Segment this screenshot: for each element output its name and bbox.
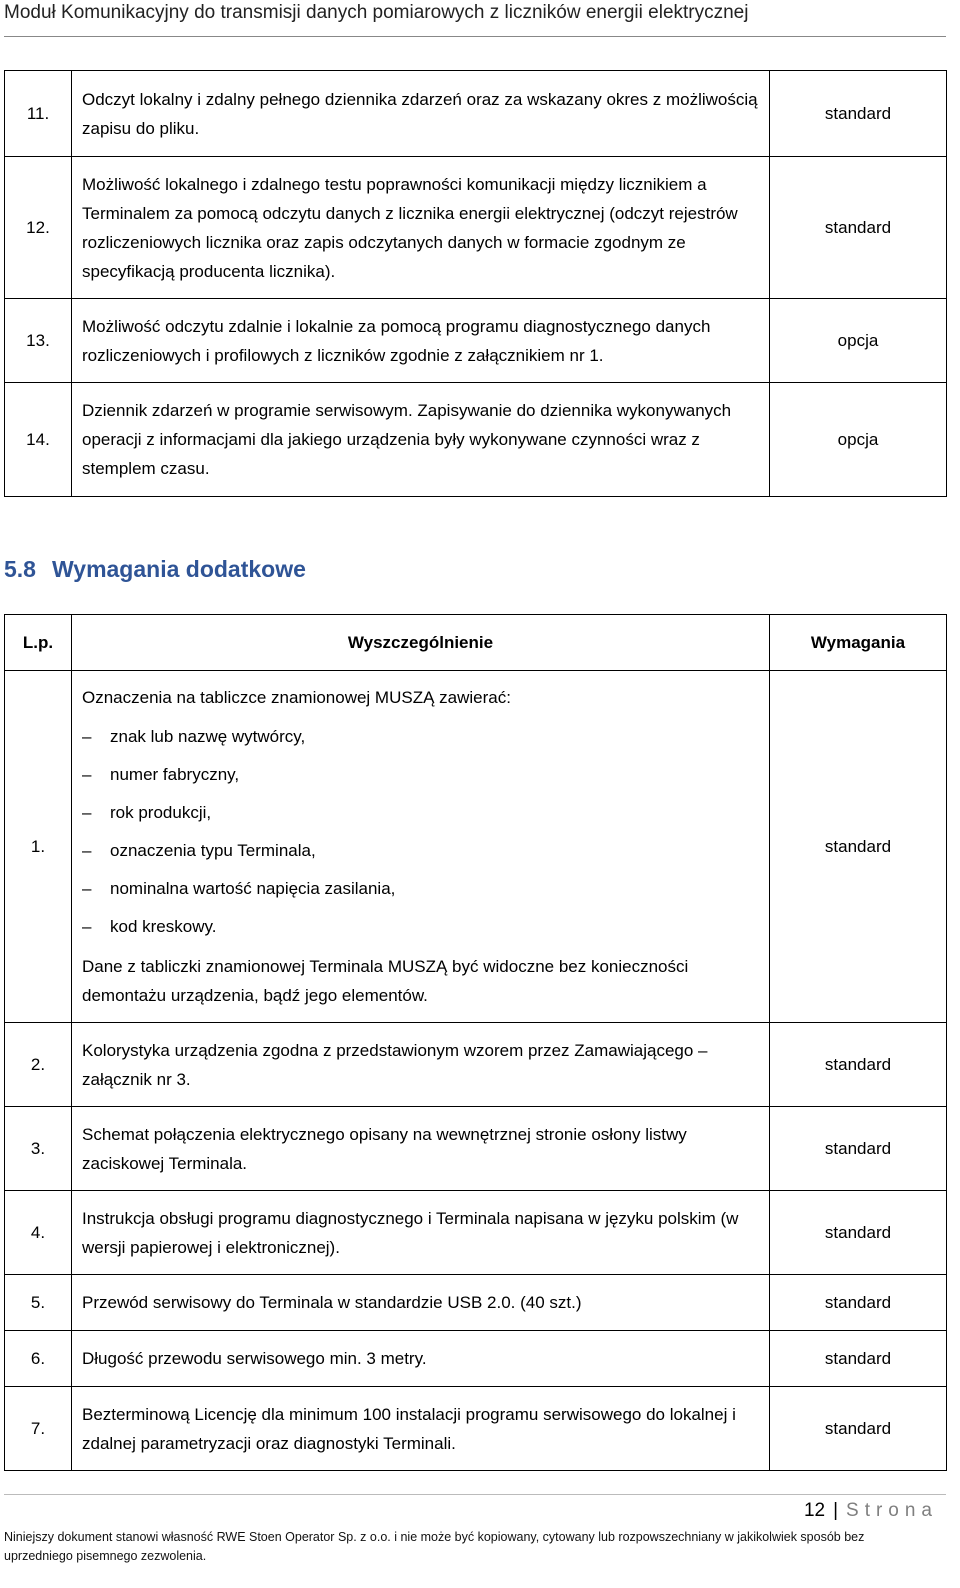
- section-title: Wymagania dodatkowe: [51, 556, 306, 582]
- row-number: 13.: [5, 299, 72, 383]
- row-description: Kolorystyka urządzenia zgodna z przedstawionym wzorem przez Zamawiającego – załącznik nr 3.: [72, 1023, 770, 1107]
- row-description: Możliwość odczytu zdalnie i lokalnie za pomocą programu diagnostycznego danych rozliczeniowych i profilowych z liczników zgodnie z załącznikiem nr 1.: [72, 299, 770, 383]
- table-row: [5, 1275, 947, 1331]
- table-header-row: [5, 615, 947, 671]
- section-heading: [4, 556, 306, 583]
- header-rule: [4, 36, 946, 37]
- page-word: Strona: [846, 1500, 938, 1521]
- footer-rule: [4, 1494, 946, 1495]
- row-requirement: standard: [770, 671, 947, 1023]
- row-requirement: standard: [770, 1387, 947, 1471]
- list-item: – numer fabryczny,: [82, 756, 759, 794]
- page-number-block: [804, 1500, 938, 1522]
- row-requirement: opcja: [770, 299, 947, 383]
- nameplate-outro: Dane z tabliczki znamionowej Terminala MUSZĄ być widoczne bez konieczności demontażu urządzenia, bądź jego elementów.: [82, 957, 689, 1005]
- section-number: 5.8: [4, 556, 36, 582]
- list-item: – znak lub nazwę wytwórcy,: [82, 718, 759, 756]
- row-description: Długość przewodu serwisowego min. 3 metry.: [72, 1331, 770, 1387]
- list-item: – kod kreskowy.: [82, 908, 759, 946]
- row-number: 2.: [5, 1023, 72, 1107]
- row-description: Bezterminową Licencję dla minimum 100 instalacji programu serwisowego do lokalnej i zdalnej parametryzacji oraz diagnostyki Terminali.: [72, 1387, 770, 1471]
- table-row: [5, 157, 947, 299]
- table-row: [5, 1191, 947, 1275]
- table-row: [5, 1387, 947, 1471]
- row-number: 6.: [5, 1331, 72, 1387]
- table-row: [5, 1107, 947, 1191]
- table-row: [5, 1331, 947, 1387]
- row-number: 3.: [5, 1107, 72, 1191]
- list-item: – oznaczenia typu Terminala,: [82, 832, 759, 870]
- row-description: Dziennik zdarzeń w programie serwisowym. Zapisywanie do dziennika wykonywanych operacji z informacjami dla jakiego urządzenia były wykonywane czynności wraz z stemplem czasu.: [72, 383, 770, 497]
- list-item: – nominalna wartość napięcia zasilania,: [82, 870, 759, 908]
- requirements-table-continued: [4, 70, 947, 497]
- column-header-requirements: Wymagania: [770, 615, 947, 671]
- row-number: 14.: [5, 383, 72, 497]
- column-header-lp: L.p.: [5, 615, 72, 671]
- row-description: Odczyt lokalny i zdalny pełnego dziennika zdarzeń oraz za wskazany okres z możliwością zapisu do pliku.: [72, 71, 770, 157]
- row-number: 4.: [5, 1191, 72, 1275]
- row-number: 1.: [5, 671, 72, 1023]
- row-description: Możliwość lokalnego i zdalnego testu poprawności komunikacji między licznikiem a Terminalem za pomocą odczytu danych z licznika energii elektrycznej (odczyt rejestrów rozliczeniowych licznika oraz zapis odczytanych danych w formacie zgodnym ze specyfikacją producenta licznika).: [72, 157, 770, 299]
- list-item: – rok produkcji,: [82, 794, 759, 832]
- document-header: Moduł Komunikacyjny do transmisji danych pomiarowych z liczników energii elektrycznej: [4, 2, 749, 23]
- row-requirement: standard: [770, 1023, 947, 1107]
- row-number: 12.: [5, 157, 72, 299]
- row-requirement: standard: [770, 1331, 947, 1387]
- row-description: Schemat połączenia elektrycznego opisany na wewnętrznej stronie osłony listwy zaciskowej Terminala.: [72, 1107, 770, 1191]
- page-separator: |: [833, 1500, 839, 1521]
- row-requirement: opcja: [770, 383, 947, 497]
- table-row: [5, 383, 947, 497]
- row-number: 5.: [5, 1275, 72, 1331]
- column-header-specification: Wyszczególnienie: [72, 615, 770, 671]
- table-row: [5, 1023, 947, 1107]
- table-row: [5, 671, 947, 1023]
- row-requirement: standard: [770, 1107, 947, 1191]
- nameplate-intro: Oznaczenia na tabliczce znamionowej MUSZĄ zawierać:: [82, 688, 511, 707]
- row-number: 7.: [5, 1387, 72, 1471]
- nameplate-items-list: [82, 718, 759, 946]
- row-requirement: standard: [770, 157, 947, 299]
- table-row: [5, 71, 947, 157]
- row-requirement: standard: [770, 71, 947, 157]
- additional-requirements-table: [4, 614, 947, 1471]
- row-number: 11.: [5, 71, 72, 157]
- table-row: [5, 299, 947, 383]
- row-requirement: standard: [770, 1275, 947, 1331]
- row-description: Instrukcja obsługi programu diagnostycznego i Terminala napisana w języku polskim (w wersji papierowej i elektronicznej).: [72, 1191, 770, 1275]
- row-description: Przewód serwisowy do Terminala w standardzie USB 2.0. (40 szt.): [72, 1275, 770, 1331]
- row-requirement: standard: [770, 1191, 947, 1275]
- row-description: [72, 671, 770, 1023]
- footer-copyright-note: Niniejszy dokument stanowi własność RWE Stoen Operator Sp. z o.o. i nie może być kopiowany, cytowany lub rozpowszechniany w jakikolwiek sposób bez uprzedniego pisemnego zezwolenia.: [4, 1530, 865, 1563]
- page-number: 12: [803, 1500, 826, 1521]
